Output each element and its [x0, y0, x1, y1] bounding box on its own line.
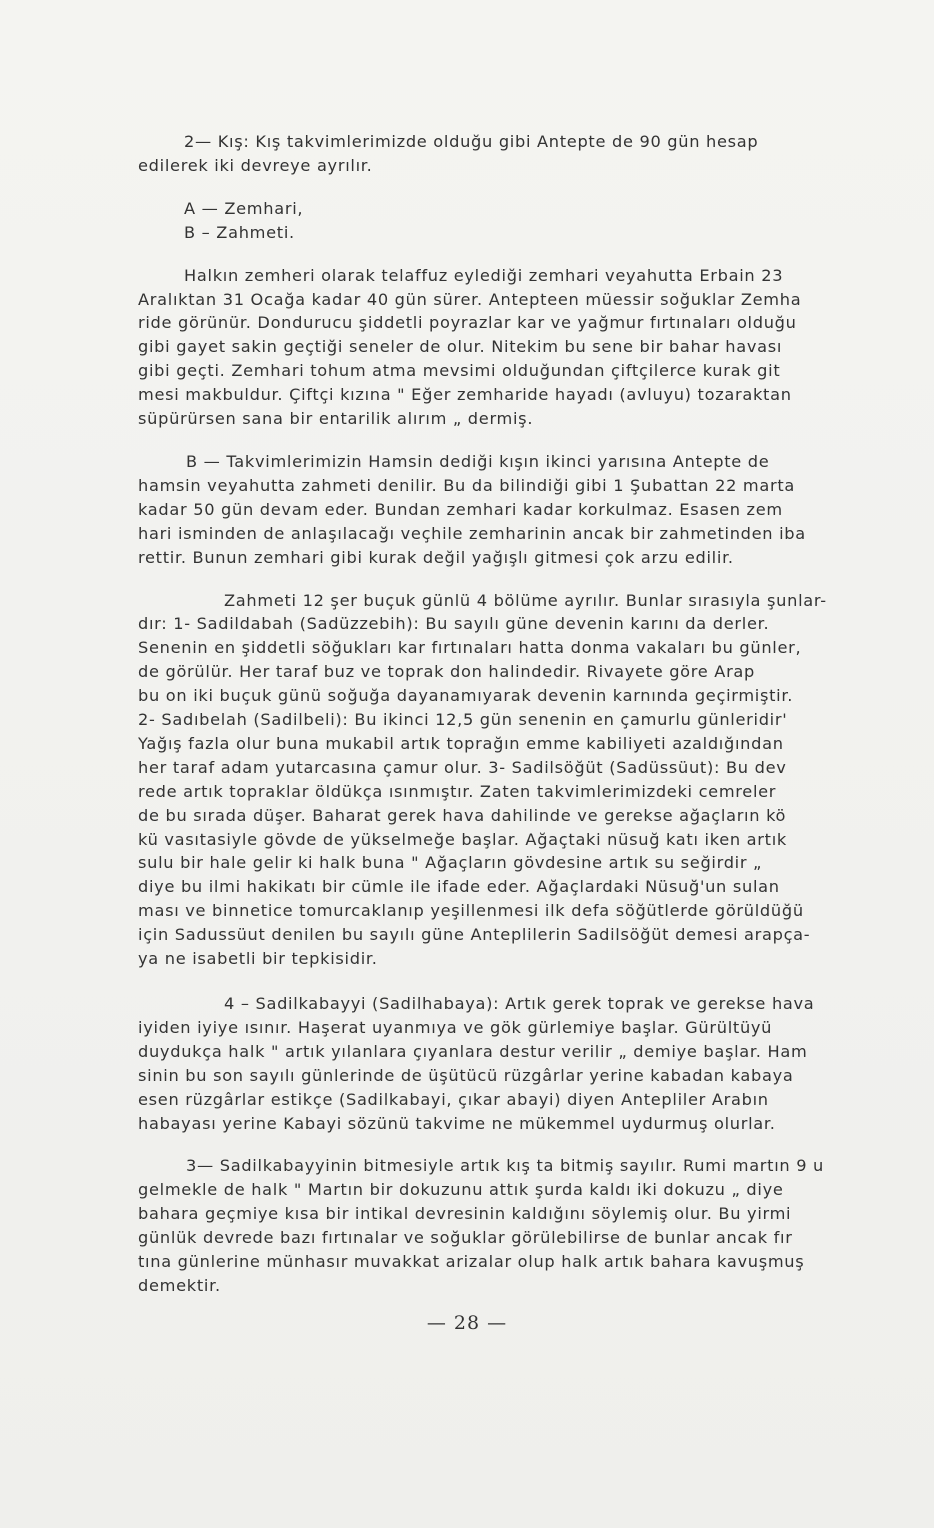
paragraph-hamsin [138, 450, 870, 570]
text-column [138, 130, 870, 1298]
text-line: sulu bir hale gelir ki halk buna " Ağaçların gövdesine artık su seğirdir „ [138, 853, 763, 873]
text-line: 3— Sadilkabayyinin bitmesiyle artık kış ta bitmiş sayılır. Rumi martın 9 u [186, 1156, 825, 1176]
text-line: bahara geçmiye kısa bir intikal devresinin kaldığını söylemiş olur. Bu yirmi [138, 1204, 792, 1224]
text-line: süpürürsen sana bir entarilik alırım „ dermiş. [138, 409, 534, 429]
text-line: 2— Kış: Kış takvimlerimizde olduğu gibi Antepte de 90 gün hesap [184, 132, 759, 151]
text-line: de görülür. Her taraf buz ve toprak don halindedir. Rivayete göre Arap [138, 662, 756, 682]
subitem-list [138, 197, 870, 245]
text-line: ya ne isabetli bir tepkisidir. [138, 949, 378, 969]
text-line: Yağış fazla olur buna mukabil artık toprağın emme kabiliyeti azaldığından [138, 733, 784, 753]
text-line: esen rüzgârlar estikçe (Sadilkabayi, çıkar abayi) diyen Antepliler Arabın [138, 1089, 769, 1109]
text-line: dır: 1- Sadildabah (Sadüzzebih): Bu sayılı güne devenin karını da derler. [138, 614, 770, 634]
text-line: A — Zemhari, [184, 198, 304, 218]
text-line: B — Takvimlerimizin Hamsin dediği kışın ikinci yarısına Antepte de [186, 451, 770, 471]
text-line: rede artık topraklar öldükça ısınmıştır. Zaten takvimlerimizdeki cemreler [138, 781, 777, 801]
text-line: diye bu ilmi hakikatı bir cümle ile ifade eder. Ağaçlardaki Nüsuğ'un sulan [138, 877, 780, 897]
text-line: gibi geçti. Zemhari tohum atma mevsimi olduğundan çiftçilerce kurak git [138, 361, 781, 381]
text-line: de bu sırada düşer. Baharat gerek hava dahilinde ve gerekse ağaçların kö [138, 805, 787, 825]
text-line: 4 – Sadilkabayyi (Sadilhabaya): Artık gerek toprak ve gerekse hava [224, 994, 815, 1013]
text-line: iyiden iyiye ısınır. Haşerat uyanmıya ve gök gürlemiye başlar. Gürültüyü [138, 1017, 773, 1037]
text-line: rettir. Bunun zemhari gibi kurak değil yağışlı gitmesi çok arzu edilir. [138, 547, 734, 567]
text-line: habayası yerine Kabayi sözünü takvime ne mükemmel uydurmuş olurlar. [138, 1113, 776, 1133]
text-line: ride görünür. Dondurucu şiddetli poyrazlar kar ve yağmur fırtınaları olduğu [138, 313, 797, 333]
text-line: gibi gayet sakin geçtiği seneler de olur. Nitekim bu sene bir bahar havası [138, 337, 783, 357]
text-line: demektir. [138, 1275, 221, 1295]
text-line: duydukça halk " artık yılanlara çıyanlara destur verilir „ demiye başlar. Ham [138, 1041, 808, 1061]
text-line: mesi makbuldur. Çiftçi kızına " Eğer zemharide hayadı (avluyu) tozaraktan [138, 385, 792, 405]
paragraph-kabayyi [138, 992, 870, 1135]
text-line: bu on iki buçuk günü soğuğa dayanamıyarak devenin karnında geçirmiştir. [138, 686, 794, 706]
text-line: hari isminden de anlaşılacağı veçhile zemharinin ancak bir zahmetinden iba [138, 523, 806, 543]
paragraph-zemhari [138, 264, 870, 431]
paragraph-zahmeti [138, 589, 870, 972]
text-line: sinin bu son sayılı günlerinde de üşütücü rüzgârlar yerine kabadan kabaya [138, 1065, 794, 1085]
text-line: edilerek iki devreye ayrılır. [138, 155, 373, 175]
text-line: ması ve binnetice tomurcaklanıp yeşillenmesi ilk defa söğütlerde görüldüğü [138, 901, 804, 921]
text-line: Senenin en şiddetli söğukları kar fırtınaları hatta donma vakaları bu günler, [138, 638, 802, 658]
text-line: B – Zahmeti. [184, 222, 295, 242]
text-line: günlük devrede bazı fırtınalar ve soğuklar görülebilirse de bunlar ancak fır [138, 1228, 793, 1248]
text-line: gelmekle de halk " Martın bir dokuzunu attık şurda kaldı iki dokuzu „ diye [138, 1180, 784, 1200]
paragraph-bahar [138, 1154, 870, 1297]
paragraph-kis [138, 130, 870, 178]
text-line: Aralıktan 31 Ocağa kadar 40 gün sürer. Antepteen müessir soğuklar Zemha [138, 289, 802, 309]
text-line: 2- Sadıbelah (Sadilbeli): Bu ikinci 12,5 gün senenin en çamurlu günleridir' [138, 710, 788, 730]
text-line: için Sadussüut denilen bu sayılı güne Anteplilerin Sadilsöğüt demesi arapça- [138, 925, 811, 945]
text-line: Halkın zemheri olarak telaffuz eylediği zemhari veyahutta Erbain 23 [184, 265, 784, 285]
text-line: tına günlerine münhasır muvakkat arizalar olup halk artık bahara kavuşmuş [138, 1252, 805, 1272]
text-line: her taraf adam yutarcasına çamur olur. 3- Sadilsöğüt (Sadüssüut): Bu dev [138, 757, 787, 777]
page-number: — 28 — [426, 1312, 508, 1334]
text-line: kü vasıtasiyle gövde de yükselmeğe başlar. Ağaçtaki nüsuğ katı iken artık [138, 829, 787, 849]
text-line: kadar 50 gün devam eder. Bundan zemhari kadar korkulmaz. Esasen zem [138, 499, 783, 519]
text-line: Zahmeti 12 şer buçuk günlü 4 bölüme ayrılır. Bunlar sırasıyla şunlar- [224, 590, 827, 610]
text-line: hamsin veyahutta zahmeti denilir. Bu da bilindiği gibi 1 Şubattan 22 marta [138, 475, 796, 495]
